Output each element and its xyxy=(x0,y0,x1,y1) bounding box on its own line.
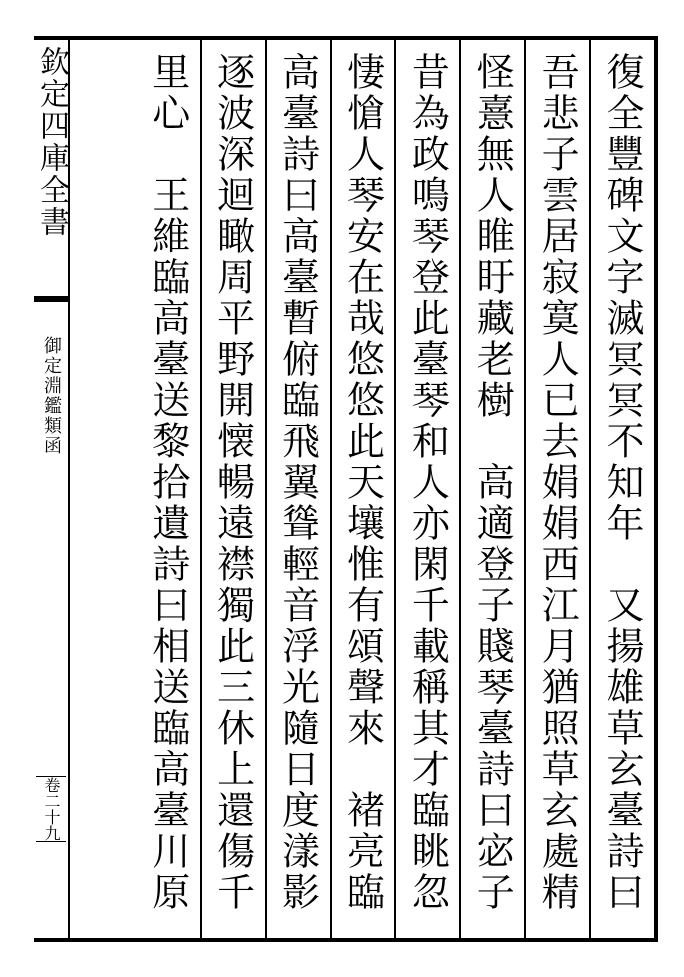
column-text: 悽愴人琴安在哉悠悠此天壤惟有頌聲來 褚亮臨 xyxy=(340,52,385,913)
book-title: 御定淵鑑類函 xyxy=(41,336,62,456)
text-column-8 xyxy=(135,40,200,938)
text-column-7 xyxy=(200,40,265,938)
text-column-2 xyxy=(524,40,589,938)
page-number: 卷二十九 xyxy=(36,776,66,842)
text-column-5 xyxy=(330,40,395,938)
column-text: 吾悲子雲居寂寞人已去娟娟西江月猶照草玄處精 xyxy=(535,52,580,913)
text-column-4 xyxy=(394,40,459,938)
column-text: 逐波深迴瞰周平野開懐暢遠襟獨此三休上還傷千 xyxy=(210,52,255,913)
margin-strip xyxy=(34,36,70,942)
text-columns xyxy=(70,40,654,938)
text-column-1 xyxy=(589,40,654,938)
edition-title: 欽定四庫全書 xyxy=(34,46,69,238)
column-text: 里心 王維臨高臺送黎拾遺詩曰相送臨高臺川原 xyxy=(145,52,190,913)
text-column-3 xyxy=(459,40,524,938)
text-column-6 xyxy=(265,40,330,938)
column-text: 復全豐碑文字滅冥冥不知年 又揚雄草玄臺詩曰 xyxy=(600,52,644,913)
column-text: 高臺詩曰高臺暫俯臨飛翼聳輕音浮光隨日度漾影 xyxy=(275,52,320,913)
column-text: 怪憙無人睢盱藏老樹 高適登子賤琴臺詩曰宓子 xyxy=(470,52,515,913)
margin-divider xyxy=(34,296,68,302)
column-text: 昔為政鳴琴登此臺琴和人亦閑千載稱其才臨眺忽 xyxy=(405,52,450,913)
